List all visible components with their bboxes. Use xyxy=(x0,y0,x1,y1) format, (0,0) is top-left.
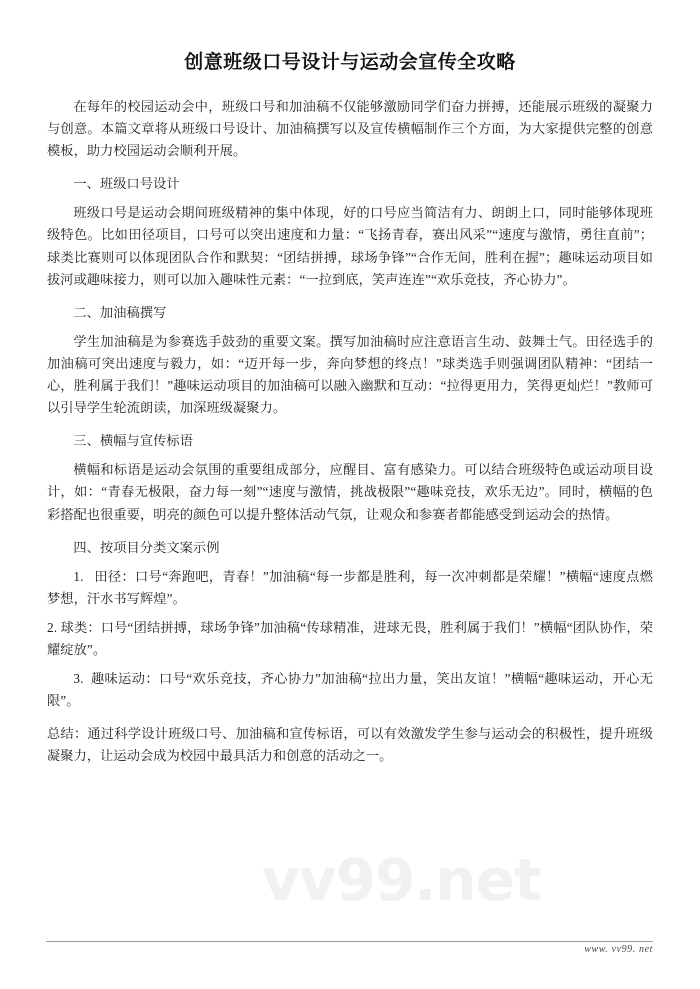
section-body-3: 横幅和标语是运动会氛围的重要组成部分，应醒目、富有感染力。可以结合班级特色或运动项目设计，如：“青春无极限，奋力每一刻”“速度与激情，挑战极限”“趣味竞技，欢乐无边”。同时，横幅的色彩搭配也很重要，明亮的颜色可以提升整体活动气氛，让观众和参赛者都能感受到运动会的热情。 xyxy=(47,462,653,522)
footer-url: www. vv99. net xyxy=(584,944,653,955)
document-body xyxy=(47,96,653,774)
footer-divider xyxy=(46,941,653,942)
section-heading-2: 二、加油稿撰写 xyxy=(73,304,167,320)
list-item-number: 1. xyxy=(73,568,84,584)
section-body-2: 学生加油稿是为参赛选手鼓劲的重要文案。撰写加油稿时应注意语言生动、鼓舞士气。田径选手的加油稿可突出速度与毅力，如：“迈开每一步，奔向梦想的终点！”球类选手则强调团队精神：“团结一心，胜利属于我们！”趣味运动项目的加油稿可以融入幽默和互动：“拉得更用力，笑得更灿烂！”教师可以引导学生轮流朗读，加深班级凝聚力。 xyxy=(47,333,653,416)
list-item-number: 2. xyxy=(47,619,58,635)
lead-paragraph: 在每年的校园运动会中，班级口号和加油稿不仅能够激励同学们奋力拼搏，还能展示班级的凝聚力与创意。本篇文章将从班级口号设计、加油稿撰写以及宣传横幅制作三个方面，为大家提供完整的创意模板，助力校园运动会顺利开展。 xyxy=(47,99,653,159)
list-item-number: 3. xyxy=(73,671,84,687)
list-item-text: 田径：口号“奔跑吧，青春！”加油稿“每一步都是胜利，每一次冲刺都是荣耀！”横幅“速度点燃梦想，汗水书写辉煌”。 xyxy=(47,568,653,606)
list-item xyxy=(47,566,653,610)
list-item-text: 趣味运动：口号“欢乐竞技，齐心协力”加油稿“拉出力量，笑出友谊！”横幅“趣味运动，开心无限”。 xyxy=(47,671,653,709)
page-title: 创意班级口号设计与运动会宣传全攻略 xyxy=(184,52,516,73)
list-item xyxy=(47,668,653,712)
section-heading-1: 一、班级口号设计 xyxy=(73,176,180,192)
watermark: vv99.net xyxy=(262,846,541,914)
section-heading-4: 四、按项目分类文案示例 xyxy=(73,539,220,555)
conclusion-paragraph: 总结：通过科学设计班级口号、加油稿和宣传标语，可以有效激发学生参与运动会的积极性，提升班级凝聚力，让运动会成为校园中最具活力和创意的活动之一。 xyxy=(47,726,653,764)
section-heading-3: 三、横幅与宣传标语 xyxy=(73,433,193,449)
section-body-1: 班级口号是运动会期间班级精神的集中体现，好的口号应当简洁有力、朗朗上口，同时能够体现班级特色。比如田径项目，口号可以突出速度和力量：“飞扬青春，赛出风采”“速度与激情，勇往直前”；球类比赛则可以体现团队合作和默契：“团结拼搏，球场争锋”“合作无间，胜利在握”；趣味运动项目如拔河或趣味接力，则可以加入趣味性元素：“一拉到底，笑声连连”“欢乐竞技，齐心协力”。 xyxy=(47,205,653,287)
list-item xyxy=(47,617,653,661)
list-item-text: 球类：口号“团结拼搏，球场争锋”加油稿“传球精准，进球无畏，胜利属于我们！”横幅“团队协作，荣耀绽放”。 xyxy=(47,619,653,657)
